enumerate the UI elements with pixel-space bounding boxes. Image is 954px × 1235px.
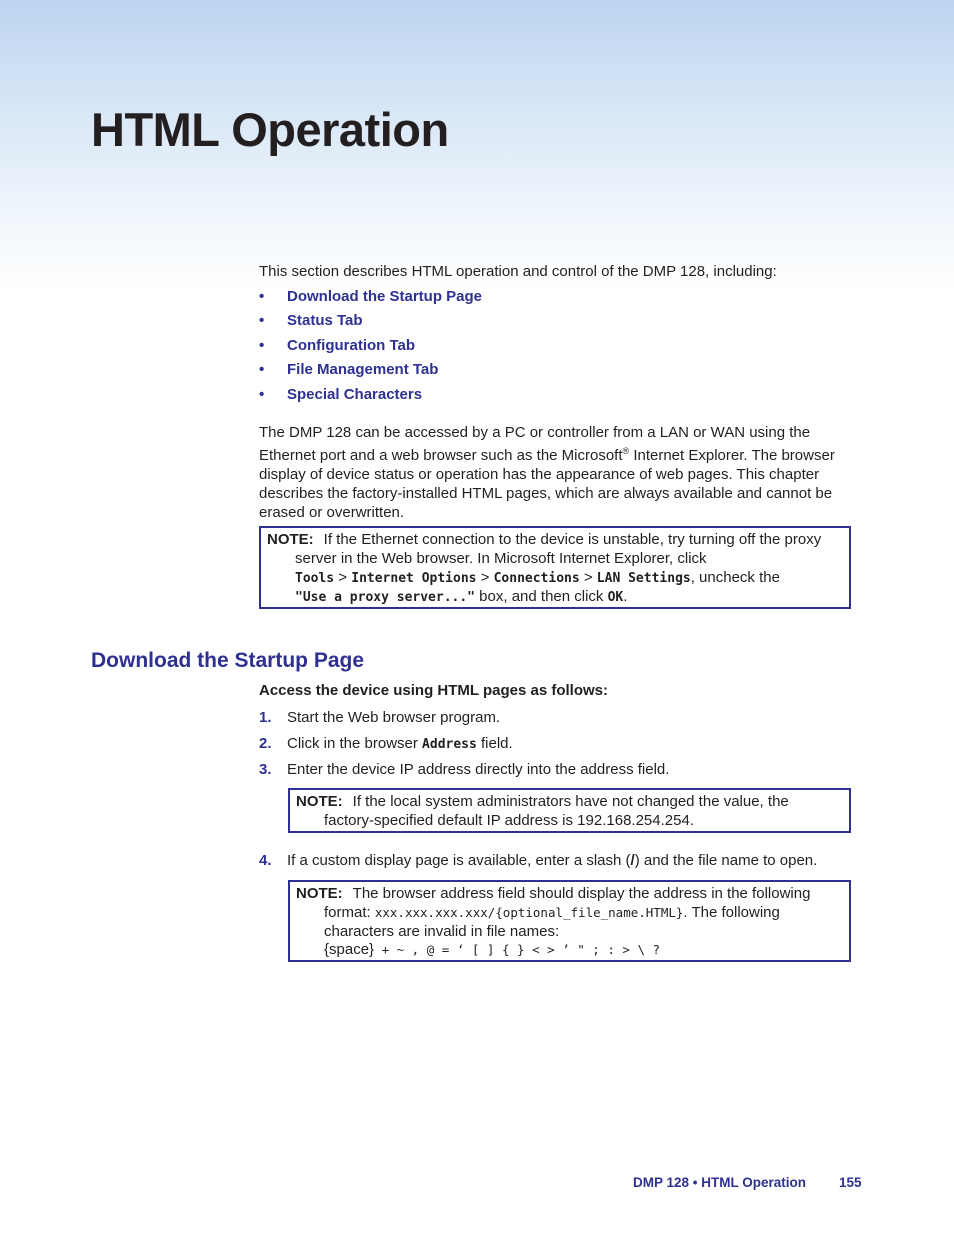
- step-number: 4.: [259, 852, 272, 869]
- footer-page-number: 155: [839, 1175, 862, 1190]
- bullet: •: [259, 336, 265, 354]
- note-label: NOTE:: [267, 531, 314, 548]
- note-line: factory-specified default IP address is 192.168.254.254.: [324, 811, 694, 829]
- step-text: field.: [476, 735, 513, 752]
- note-text: .: [623, 588, 628, 606]
- description-part2: Internet Explorer. The browser display of device status or operation has the appearance of web pages. This chapter describes the factory-installed HTML pages, which are always available and cannot be erased or overwritten.: [259, 447, 835, 521]
- note-text: box, and then click: [475, 588, 608, 606]
- note-label: NOTE:: [296, 885, 343, 902]
- note-line: If the Ethernet connection to the device is unstable, try turning off the proxy: [323, 531, 822, 548]
- note-text: , uncheck the: [690, 568, 780, 586]
- toc-link-configuration[interactable]: Configuration Tab: [287, 336, 416, 354]
- note-text: . The following: [683, 903, 780, 921]
- address-format-code: xxx.xxx.xxx.xxx/{optional_file_name.HTML}: [374, 904, 684, 920]
- invalid-characters: + ~ , @ = ‘ [ ] { } < > ’ " ; : > \ ?: [374, 942, 661, 958]
- step-text: Click in the browser: [287, 735, 423, 752]
- section-title: Download the Startup Page: [91, 649, 365, 672]
- bullet: •: [259, 361, 265, 379]
- note-line: characters are invalid in file names:: [324, 922, 560, 940]
- ok-button-ref: OK: [607, 590, 624, 606]
- step-text: Start the Web browser program.: [287, 709, 501, 726]
- toc-item-status: [259, 311, 482, 335]
- bullet: •: [259, 288, 265, 305]
- toc-link-file-management[interactable]: File Management Tab: [287, 361, 439, 379]
- slash-char: /: [630, 852, 635, 869]
- note-text: format:: [324, 903, 375, 921]
- step-number: 1.: [259, 709, 272, 726]
- menu-connections: Connections: [493, 570, 580, 586]
- menu-separator: >: [579, 568, 597, 586]
- procedure-lead: Access the device using HTML pages as follows:: [259, 682, 608, 699]
- footer-doc-title: DMP 128 • HTML Operation: [633, 1175, 807, 1190]
- note-line: If the local system administrators have not changed the value, the: [352, 793, 789, 810]
- proxy-note: [259, 526, 851, 609]
- default-ip-note: [288, 788, 851, 833]
- menu-internet-options: Internet Options: [351, 570, 477, 586]
- toc-link-status[interactable]: Status Tab: [287, 312, 363, 330]
- step-text: Enter the device IP address directly into the address field.: [287, 761, 670, 778]
- registered-mark: ®: [622, 446, 630, 456]
- step-number: 2.: [259, 735, 272, 752]
- use-proxy-option: "Use a proxy server...": [295, 590, 476, 606]
- address-format-note: [288, 880, 851, 962]
- note-line: The browser address field should display the address in the following: [352, 885, 811, 902]
- toc-item-file-management: [259, 360, 482, 384]
- description-part1: The DMP 128 can be accessed by a PC or controller from a LAN or WAN using the Ethernet port and a web browser such as the Microsoft: [259, 424, 811, 464]
- menu-lan-settings: LAN Settings: [596, 570, 691, 586]
- toc-item-special-characters: [259, 385, 482, 409]
- chapter-toc: [259, 287, 482, 409]
- menu-separator: >: [334, 568, 352, 586]
- chapter-title: HTML Operation: [91, 103, 449, 156]
- menu-separator: >: [476, 568, 494, 586]
- step-text: If a custom display page is available, enter a slash (: [287, 852, 631, 869]
- address-field-ref: Address: [422, 737, 477, 752]
- toc-link-download[interactable]: Download the Startup Page: [287, 288, 483, 305]
- step-text: ) and the file name to open.: [634, 852, 818, 869]
- bullet: •: [259, 385, 265, 403]
- description-paragraph: [259, 423, 849, 522]
- bullet: •: [259, 312, 265, 330]
- toc-link-special-characters[interactable]: Special Characters: [287, 385, 423, 403]
- menu-tools: Tools: [295, 570, 335, 586]
- step-number: 3.: [259, 761, 272, 778]
- toc-item-download: [259, 287, 482, 311]
- note-label: NOTE:: [296, 793, 343, 810]
- space-token: {space}: [324, 941, 375, 959]
- toc-item-configuration: [259, 336, 482, 360]
- intro-text: This section describes HTML operation and control of the DMP 128, including:: [259, 263, 777, 280]
- note-line: server in the Web browser. In Microsoft Internet Explorer, click: [295, 549, 707, 567]
